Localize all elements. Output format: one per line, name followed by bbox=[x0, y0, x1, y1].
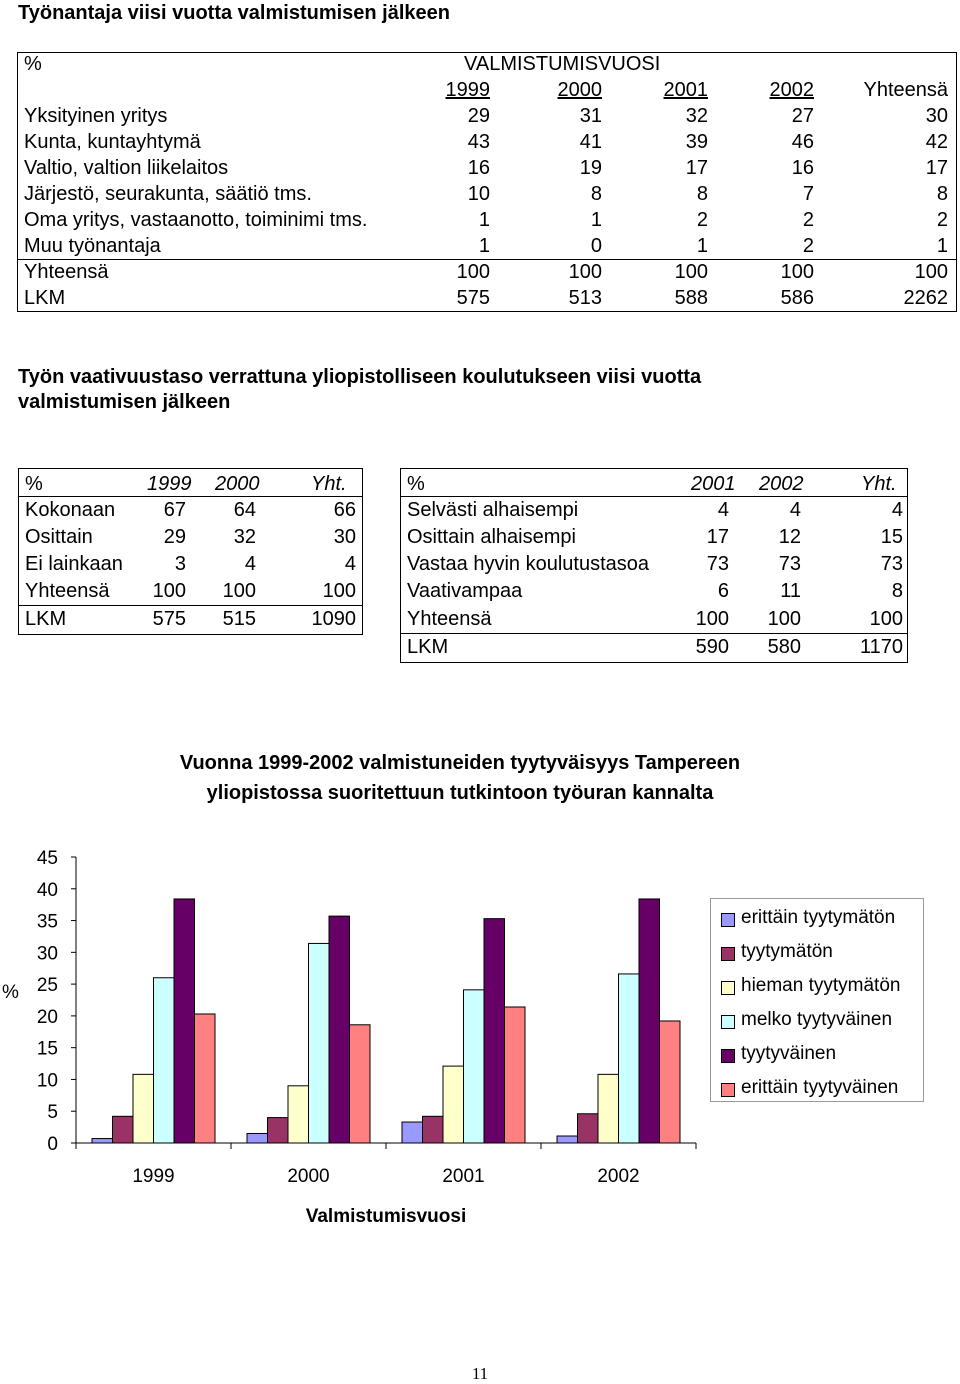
table-cell: 39 bbox=[685, 131, 708, 153]
table-cell: 4 bbox=[717, 499, 729, 521]
table-cell: 3 bbox=[174, 553, 186, 575]
table-cell: 17 bbox=[706, 526, 729, 548]
table-cell: 41 bbox=[579, 131, 602, 153]
bar bbox=[154, 978, 175, 1143]
employer-table bbox=[17, 52, 957, 312]
table-cell: 2 bbox=[802, 235, 814, 257]
table-cell: 1170 bbox=[859, 636, 903, 658]
y-tick-label: 0 bbox=[47, 1134, 58, 1155]
table-cell: 586 bbox=[780, 287, 814, 309]
table-row bbox=[18, 183, 956, 209]
table-cell: 73 bbox=[778, 553, 801, 575]
section1-title: Työnantaja viisi vuotta valmistumisen jälkeen bbox=[18, 2, 451, 24]
table-cell: 73 bbox=[880, 553, 903, 575]
column-header: Yhteensä bbox=[863, 79, 948, 101]
table-cell: 73 bbox=[706, 553, 729, 575]
y-tick-label: 20 bbox=[36, 1006, 58, 1028]
column-header: 1999 bbox=[445, 79, 490, 101]
table-cell: 4 bbox=[789, 499, 801, 521]
row-label: Muu työnantaja bbox=[24, 235, 161, 257]
table-cell: 31 bbox=[579, 105, 602, 127]
row-label: Valtio, valtion liikelaitos bbox=[24, 157, 229, 179]
table-cell: 100 bbox=[674, 261, 708, 283]
column-header: 2000 bbox=[557, 79, 602, 101]
y-tick-label: 25 bbox=[36, 975, 58, 997]
section2-title-line1: Työn vaativuustaso verrattuna yliopistolliseen koulutukseen viisi vuotta bbox=[18, 366, 702, 388]
table-cell: 27 bbox=[791, 105, 814, 127]
legend-swatch bbox=[721, 1083, 735, 1097]
bar bbox=[660, 1021, 681, 1143]
row-label: Osittain bbox=[25, 526, 93, 548]
table-cell: 100 bbox=[152, 580, 186, 602]
table-cell: 29 bbox=[467, 105, 490, 127]
bar bbox=[113, 1116, 134, 1143]
table-cell: 515 bbox=[222, 608, 256, 630]
table-header-row bbox=[18, 53, 956, 79]
table-cell: 16 bbox=[791, 157, 814, 179]
table-cell: 66 bbox=[333, 499, 356, 521]
chart-legend bbox=[710, 898, 924, 1102]
table-cell: 17 bbox=[925, 157, 948, 179]
table-cell: 16 bbox=[467, 157, 490, 179]
bar bbox=[464, 990, 485, 1143]
bar bbox=[350, 1025, 371, 1143]
chart-title-line1: Vuonna 1999-2002 valmistuneiden tyytyväisyys Tampereen bbox=[179, 752, 741, 774]
bar bbox=[598, 1074, 619, 1143]
table-cell: 580 bbox=[767, 636, 801, 658]
left-table-corner: % bbox=[25, 473, 43, 495]
table-cell: 513 bbox=[568, 287, 602, 309]
table-divider bbox=[19, 605, 362, 606]
y-tick-label: 30 bbox=[36, 943, 58, 965]
row-label: Selvästi alhaisempi bbox=[407, 499, 579, 521]
table-cell: 100 bbox=[456, 261, 490, 283]
table-cell: 100 bbox=[322, 580, 356, 602]
table-corner: % bbox=[24, 53, 42, 75]
table-row bbox=[18, 235, 956, 261]
table-cell: 1 bbox=[478, 235, 490, 257]
bar bbox=[619, 974, 640, 1143]
table-cell: 575 bbox=[152, 608, 186, 630]
bar bbox=[133, 1074, 154, 1143]
row-label: LKM bbox=[24, 287, 66, 309]
table-column-header-row bbox=[18, 79, 956, 105]
column-header: 1999 bbox=[147, 473, 192, 495]
table-cell: 43 bbox=[467, 131, 490, 153]
bar bbox=[484, 919, 505, 1143]
table-cell: 4 bbox=[244, 553, 256, 575]
legend-swatch bbox=[721, 1015, 735, 1029]
table-cell: 1090 bbox=[311, 608, 356, 630]
bar bbox=[443, 1066, 464, 1143]
bar bbox=[288, 1086, 309, 1143]
table-cell: 19 bbox=[579, 157, 602, 179]
row-label: LKM bbox=[25, 608, 67, 630]
table-cell: 10 bbox=[467, 183, 490, 205]
bar bbox=[578, 1114, 599, 1143]
legend-swatch bbox=[721, 913, 735, 927]
table-cell: 8 bbox=[696, 183, 708, 205]
bar bbox=[639, 899, 660, 1143]
y-axis-label: % bbox=[2, 982, 19, 1003]
table-cell: 100 bbox=[780, 261, 814, 283]
table-cell: 100 bbox=[222, 580, 256, 602]
x-tick-label: 2002 bbox=[597, 1166, 640, 1187]
x-axis-label: Valmistumisvuosi bbox=[305, 1206, 467, 1227]
chart-title-line2: yliopistossa suoritettuun tutkintoon työuran kannalta bbox=[206, 782, 714, 804]
row-label: Yhteensä bbox=[24, 261, 109, 283]
column-header: Yht. bbox=[861, 473, 897, 495]
table-cell: 100 bbox=[568, 261, 602, 283]
table-cell: 4 bbox=[344, 553, 356, 575]
table-cell: 2262 bbox=[903, 287, 948, 309]
legend-label: hieman tyytymätön bbox=[741, 975, 901, 996]
bar bbox=[174, 899, 195, 1143]
table-cell: 42 bbox=[925, 131, 948, 153]
legend-label: tyytymätön bbox=[741, 941, 833, 962]
page-number: 11 bbox=[471, 1364, 489, 1383]
table-cell: 7 bbox=[802, 183, 814, 205]
bar bbox=[402, 1122, 423, 1143]
row-label: Kunta, kuntayhtymä bbox=[24, 131, 201, 153]
table-row bbox=[18, 287, 956, 313]
table-row bbox=[18, 131, 956, 157]
table-row bbox=[18, 209, 956, 235]
table-cell: 6 bbox=[717, 580, 729, 602]
table-divider bbox=[19, 496, 362, 497]
y-tick-label: 15 bbox=[36, 1038, 58, 1060]
column-header: 2001 bbox=[663, 79, 708, 101]
legend-swatch bbox=[721, 1049, 735, 1063]
table-cell: 0 bbox=[590, 235, 602, 257]
x-tick-label: 2000 bbox=[287, 1166, 330, 1187]
table-row bbox=[18, 261, 956, 287]
table-cell: 8 bbox=[590, 183, 602, 205]
table-cell: 590 bbox=[695, 636, 729, 658]
section2-title bbox=[18, 366, 701, 414]
y-tick-label: 10 bbox=[36, 1070, 58, 1092]
table-group-header: VALMISTUMISVUOSI bbox=[464, 53, 661, 75]
table-cell: 17 bbox=[685, 157, 708, 179]
table-cell: 100 bbox=[767, 608, 801, 630]
table-cell: 1 bbox=[478, 209, 490, 231]
column-header: Yht. bbox=[311, 473, 347, 495]
bar bbox=[92, 1139, 113, 1143]
column-header: 2000 bbox=[215, 473, 260, 495]
table-cell: 1 bbox=[696, 235, 708, 257]
table-cell: 2 bbox=[802, 209, 814, 231]
left-table bbox=[18, 468, 363, 635]
column-header: 2001 bbox=[691, 473, 736, 495]
legend-label: erittäin tyytymätön bbox=[741, 907, 896, 928]
y-tick-label: 45 bbox=[36, 848, 58, 869]
table-cell: 8 bbox=[891, 580, 903, 602]
table-cell: 8 bbox=[936, 183, 948, 205]
row-label: Ei lainkaan bbox=[25, 553, 123, 575]
bar bbox=[268, 1118, 289, 1143]
table-cell: 100 bbox=[869, 608, 903, 630]
table-cell: 2 bbox=[936, 209, 948, 231]
table-cell: 30 bbox=[333, 526, 356, 548]
y-tick-label: 5 bbox=[47, 1102, 58, 1124]
legend-label: tyytyväinen bbox=[741, 1043, 837, 1064]
table-cell: 2 bbox=[696, 209, 708, 231]
bar bbox=[329, 916, 350, 1143]
bar bbox=[505, 1007, 526, 1143]
table-row bbox=[18, 157, 956, 183]
section2-title-line2: valmistumisen jälkeen bbox=[18, 391, 231, 413]
table-cell: 100 bbox=[914, 261, 948, 283]
table-cell: 588 bbox=[674, 287, 708, 309]
legend-label: erittäin tyytyväinen bbox=[741, 1077, 899, 1098]
table-cell: 100 bbox=[695, 608, 729, 630]
table-cell: 29 bbox=[163, 526, 186, 548]
table-cell: 11 bbox=[780, 580, 801, 602]
table-cell: 46 bbox=[791, 131, 814, 153]
row-label: Vastaa hyvin koulutustasoa bbox=[407, 553, 650, 575]
row-label: Vaativampaa bbox=[407, 580, 523, 602]
bar bbox=[247, 1133, 268, 1143]
row-label: Yhteensä bbox=[407, 608, 492, 630]
y-tick-label: 40 bbox=[36, 879, 58, 901]
table-cell: 67 bbox=[163, 499, 186, 521]
table-row bbox=[18, 105, 956, 131]
bar bbox=[557, 1136, 578, 1143]
chart-title bbox=[100, 748, 820, 808]
bar bbox=[195, 1014, 216, 1143]
row-label: Yhteensä bbox=[25, 580, 110, 602]
bar-chart bbox=[0, 840, 700, 1240]
table-cell: 1 bbox=[936, 235, 948, 257]
row-label: Osittain alhaisempi bbox=[407, 526, 576, 548]
row-label: LKM bbox=[407, 636, 449, 658]
table-cell: 32 bbox=[233, 526, 256, 548]
table-cell: 64 bbox=[233, 499, 256, 521]
table-cell: 30 bbox=[925, 105, 948, 127]
right-table bbox=[400, 468, 908, 663]
table-cell: 575 bbox=[456, 287, 490, 309]
row-label: Järjestö, seurakunta, säätiö tms. bbox=[24, 183, 312, 205]
x-tick-label: 2001 bbox=[442, 1166, 485, 1187]
table-divider bbox=[401, 496, 907, 497]
table-cell: 1 bbox=[590, 209, 602, 231]
legend-swatch bbox=[721, 947, 735, 961]
column-header: 2002 bbox=[759, 473, 804, 495]
table-cell: 12 bbox=[778, 526, 801, 548]
legend-swatch bbox=[721, 981, 735, 995]
bar bbox=[423, 1116, 444, 1143]
legend-label: melko tyytyväinen bbox=[741, 1009, 893, 1030]
column-header: 2002 bbox=[769, 79, 814, 101]
bar bbox=[309, 943, 330, 1143]
row-label: Yksityinen yritys bbox=[24, 105, 168, 127]
table-cell: 15 bbox=[880, 526, 903, 548]
right-table-corner: % bbox=[407, 473, 425, 495]
x-tick-label: 1999 bbox=[132, 1166, 175, 1187]
table-divider bbox=[401, 633, 907, 634]
table-cell: 4 bbox=[891, 499, 903, 521]
row-label: Oma yritys, vastaanotto, toiminimi tms. bbox=[24, 209, 368, 231]
table-cell: 32 bbox=[685, 105, 708, 127]
row-label: Kokonaan bbox=[25, 499, 116, 521]
y-tick-label: 35 bbox=[36, 911, 58, 933]
